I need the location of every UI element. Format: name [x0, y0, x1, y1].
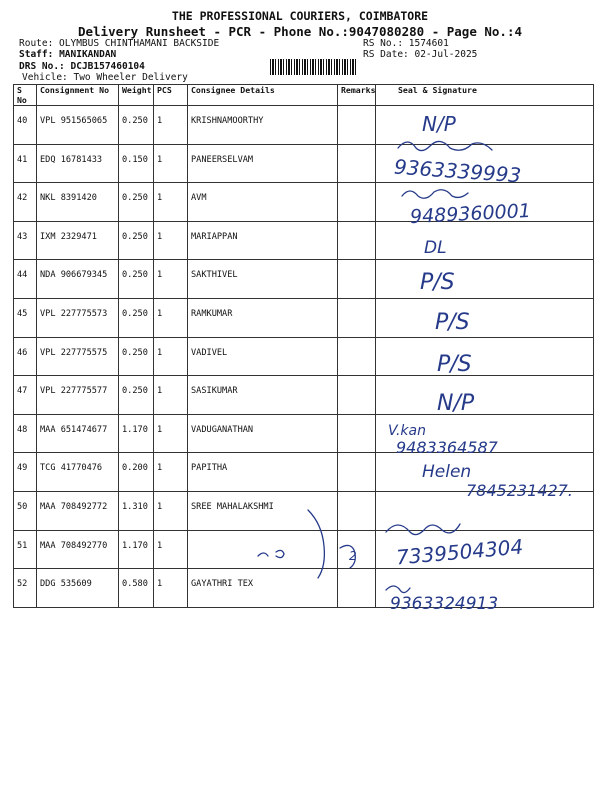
row-pcs: 1 — [154, 337, 188, 376]
row-remarks — [338, 414, 376, 453]
row-signature — [376, 260, 594, 299]
row-sno: 48 — [14, 414, 37, 453]
row-weight: 0.250 — [119, 298, 154, 337]
row-consignment: IXM 2329471 — [37, 221, 119, 260]
handwriting-phone-48: 9483364587 — [396, 438, 498, 457]
row-pcs: 1 — [154, 144, 188, 183]
row-consignment: NDA 906679345 — [37, 260, 119, 299]
row-consignment: VPL 951565065 — [37, 106, 119, 145]
company-name: THE PROFESSIONAL COURIERS, COIMBATORE — [171, 9, 429, 23]
rs-date: RS Date: 02-Jul-2025 — [363, 49, 478, 60]
row-pcs: 1 — [154, 298, 188, 337]
row-sno: 50 — [14, 491, 37, 530]
row-remarks — [338, 376, 376, 415]
row-remarks — [338, 260, 376, 299]
row-remarks — [338, 337, 376, 376]
row-consignment: VPL 227775573 — [37, 298, 119, 337]
row-pcs: 1 — [154, 569, 188, 608]
col-sno: S No — [14, 85, 37, 106]
table-row — [14, 260, 594, 299]
route: Route: OLYMBUS CHINTHAMANI BACKSIDE — [19, 38, 220, 49]
row-remarks — [338, 453, 376, 492]
row-sno: 40 — [14, 106, 37, 145]
handwriting-phone-42: 9489360001 — [409, 199, 532, 229]
row-consignee: VADIVEL — [188, 337, 338, 376]
row-consignee: GAYATHRI TEX — [188, 569, 338, 608]
row-remarks — [338, 569, 376, 608]
row-pcs: 1 — [154, 221, 188, 260]
sheet-title: Delivery Runsheet - PCR - Phone No.:9047080280 - Page No.:4 — [77, 24, 522, 39]
row-consignment: DDG 535609 — [37, 569, 119, 608]
row-remarks — [338, 144, 376, 183]
row-sno: 52 — [14, 569, 37, 608]
table-row — [14, 221, 594, 260]
row-consignee: SAKTHIVEL — [188, 260, 338, 299]
row-consignee: RAMKUMAR — [188, 298, 338, 337]
row-sno: 44 — [14, 260, 37, 299]
row-consignment: MAA 708492772 — [37, 491, 119, 530]
handwriting-ps-46: P/S — [437, 352, 472, 377]
row-weight: 0.200 — [119, 453, 154, 492]
row-weight: 0.250 — [119, 221, 154, 260]
rs-no: RS No.: 1574601 — [363, 38, 449, 49]
row-pcs: 1 — [154, 414, 188, 453]
row-pcs: 1 — [154, 183, 188, 222]
row-weight: 0.580 — [119, 569, 154, 608]
row-weight: 1.310 — [119, 491, 154, 530]
row-consignment: VPL 227775575 — [37, 337, 119, 376]
handwriting-phone-52: 9363324913 — [390, 594, 499, 614]
col-remarks: Remarks — [338, 85, 376, 106]
row-signature — [376, 376, 594, 415]
drs — [19, 61, 145, 72]
col-consignment: Consignment No — [37, 85, 119, 106]
table-row — [14, 298, 594, 337]
row-consignment: EDQ 16781433 — [37, 144, 119, 183]
handwriting-ps-44: P/S — [420, 270, 455, 295]
header-row — [14, 85, 594, 106]
row-consignee: PAPITHA — [188, 453, 338, 492]
row-signature — [376, 106, 594, 145]
row-consignee — [188, 530, 338, 569]
row-weight: 0.250 — [119, 376, 154, 415]
row-consignee: MARIAPPAN — [188, 221, 338, 260]
table-row — [14, 376, 594, 415]
row-sno: 46 — [14, 337, 37, 376]
col-signature: Seal & Signature — [376, 85, 594, 106]
row-weight: 1.170 — [119, 530, 154, 569]
row-weight: 1.170 — [119, 414, 154, 453]
handwriting-name-48: V.kan — [388, 423, 426, 439]
row-remarks — [338, 491, 376, 530]
handwriting-dl: DL — [424, 238, 447, 258]
row-sno: 47 — [14, 376, 37, 415]
row-pcs: 1 — [154, 260, 188, 299]
row-pcs: 1 — [154, 453, 188, 492]
handwriting-phone-49: 7845231427. — [466, 481, 573, 500]
handwriting-phone-50: 7339504304 — [395, 534, 525, 570]
staff-label: Staff: — [19, 49, 54, 60]
row-consignee: SREE MAHALAKSHMI — [188, 491, 338, 530]
row-remarks — [338, 298, 376, 337]
col-consignee: Consignee Details — [188, 85, 338, 106]
barcode — [270, 59, 356, 75]
drs-no: DCJB157460104 — [70, 61, 145, 72]
row-consignee: AVM — [188, 183, 338, 222]
row-signature — [376, 221, 594, 260]
row-pcs: 1 — [154, 530, 188, 569]
row-remarks — [338, 106, 376, 145]
staff — [19, 49, 116, 60]
row-remarks — [338, 221, 376, 260]
row-consignment: TCG 41770476 — [37, 453, 119, 492]
col-weight: Weight — [119, 85, 154, 106]
row-consignee: SASIKUMAR — [188, 376, 338, 415]
row-pcs: 1 — [154, 376, 188, 415]
row-sno: 41 — [14, 144, 37, 183]
handwriting-np-47: N/P — [437, 391, 475, 416]
row-signature — [376, 298, 594, 337]
drs-label: DRS No.: — [19, 61, 65, 72]
row-consignee: PANEERSELVAM — [188, 144, 338, 183]
staff-name: MANIKANDAN — [59, 49, 117, 60]
row-weight: 0.250 — [119, 337, 154, 376]
row-sno: 45 — [14, 298, 37, 337]
row-consignment: VPL 227775577 — [37, 376, 119, 415]
row-weight: 0.250 — [119, 106, 154, 145]
row-sno: 51 — [14, 530, 37, 569]
row-pcs: 1 — [154, 491, 188, 530]
row-consignment: MAA 708492770 — [37, 530, 119, 569]
handwriting-bracket-number: 2 — [349, 549, 357, 563]
handwriting-name-49: Helen — [422, 462, 472, 482]
row-consignee: KRISHNAMOORTHY — [188, 106, 338, 145]
row-weight: 0.250 — [119, 260, 154, 299]
row-sno: 49 — [14, 453, 37, 492]
row-weight: 0.250 — [119, 183, 154, 222]
row-remarks — [338, 183, 376, 222]
row-weight: 0.150 — [119, 144, 154, 183]
row-signature — [376, 337, 594, 376]
table-row — [14, 414, 594, 453]
handwriting-phone-41: 9363339993 — [393, 154, 522, 188]
handwriting-ps-45: P/S — [435, 310, 470, 335]
row-sno: 43 — [14, 221, 37, 260]
row-consignment: MAA 651474677 — [37, 414, 119, 453]
row-consignment: NKL 8391420 — [37, 183, 119, 222]
table-row — [14, 337, 594, 376]
vehicle: Vehicle: Two Wheeler Delivery — [22, 72, 188, 83]
col-pcs: PCS — [154, 85, 188, 106]
row-consignee: VADUGANATHAN — [188, 414, 338, 453]
row-pcs: 1 — [154, 106, 188, 145]
handwriting-np-40: N/P — [422, 112, 456, 136]
row-sno: 42 — [14, 183, 37, 222]
table-row — [14, 106, 594, 145]
table-row — [14, 569, 594, 608]
